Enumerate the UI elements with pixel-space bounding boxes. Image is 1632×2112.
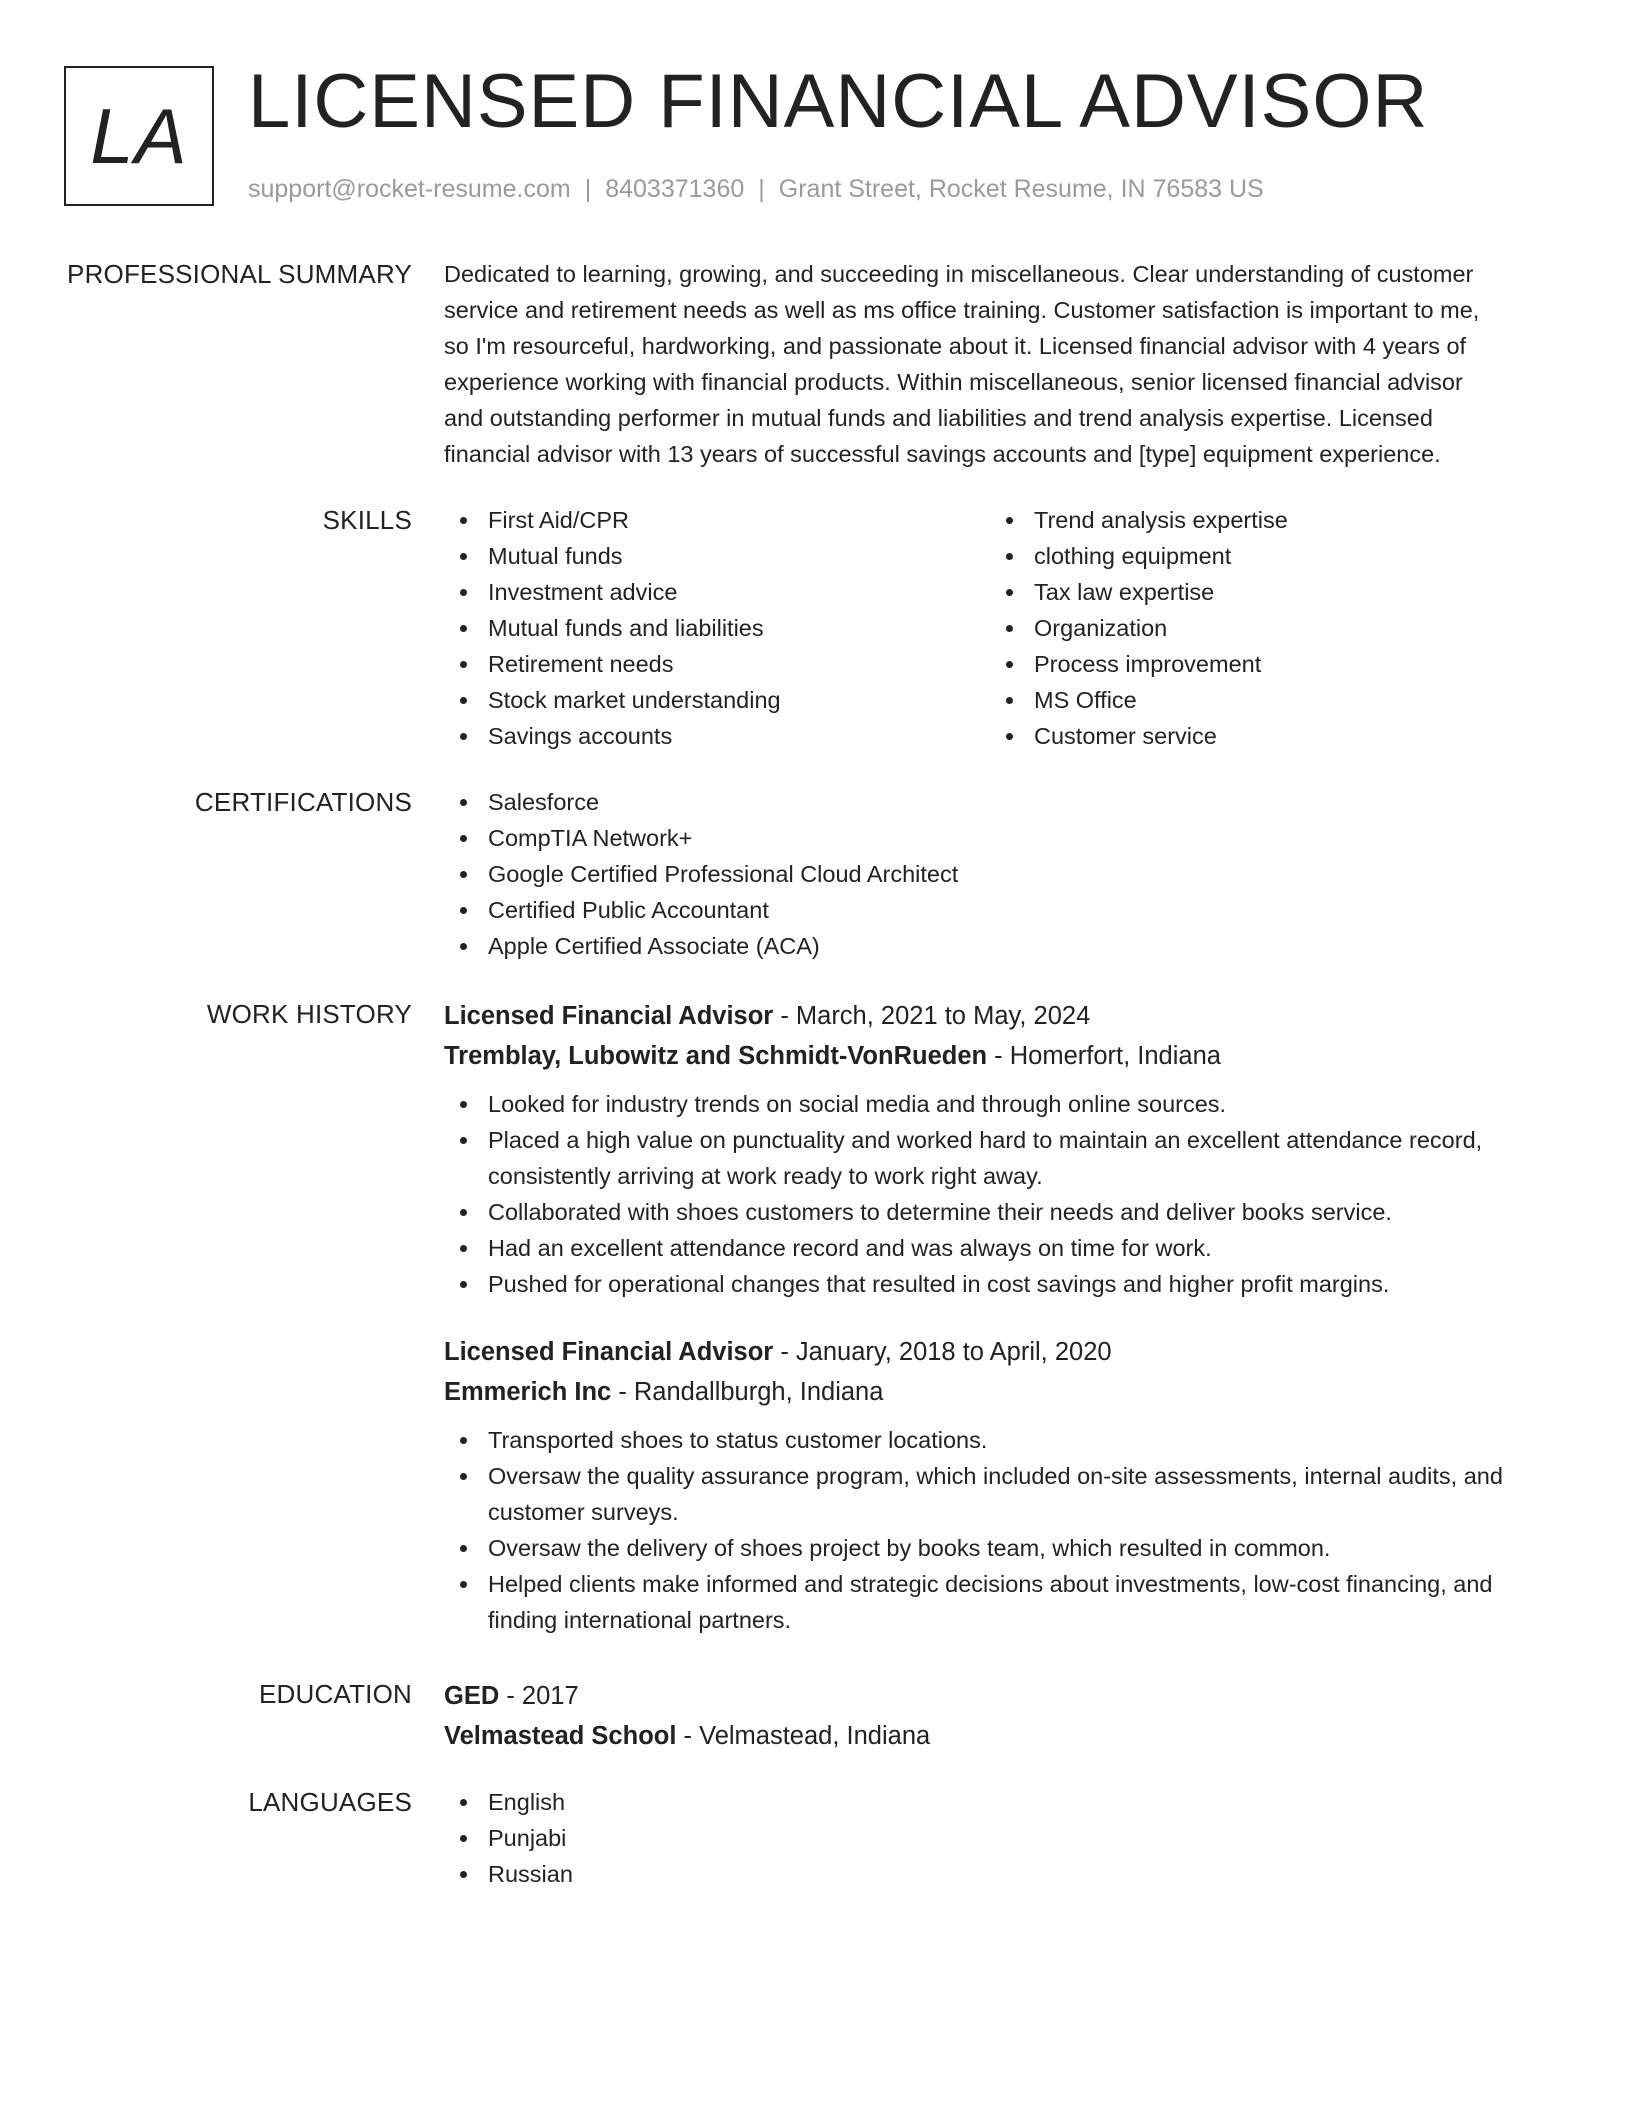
skills-body <box>444 502 1564 754</box>
summary-line: and outstanding performer in mutual funds and liabilities and trend analysis expertise. Licensed <box>444 405 1433 431</box>
education-body <box>444 1676 1564 1756</box>
summary-line: Dedicated to learning, growing, and succeeding in miscellaneous. Clear understanding of customer <box>444 261 1474 287</box>
certification-item: Google Certified Professional Cloud Architect <box>444 856 1564 892</box>
skill-item: Retirement needs <box>444 646 990 682</box>
skill-item: Stock market understanding <box>444 682 990 718</box>
skill-item: Investment advice <box>444 574 990 610</box>
contact-address: Grant Street, Rocket Resume, IN 76583 US <box>778 175 1264 203</box>
skill-item: First Aid/CPR <box>444 502 990 538</box>
skill-item: Customer service <box>990 718 1536 754</box>
job-bullet: Had an excellent attendance record and was always on time for work. <box>444 1230 1564 1266</box>
job-location: - Randallburgh, Indiana <box>611 1378 884 1406</box>
summary-label: PROFESSIONAL SUMMARY <box>67 259 412 289</box>
languages-list <box>444 1784 1564 1892</box>
job-bullet: Oversaw the quality assurance program, which included on-site assessments, internal audits, and customer surveys. <box>444 1458 1564 1530</box>
job-entry <box>444 996 1564 1302</box>
education-school-line <box>444 1716 1564 1756</box>
certifications-body <box>444 784 1564 964</box>
job-company: Tremblay, Lubowitz and Schmidt-VonRueden <box>444 1042 988 1070</box>
summary-line: so I'm resourceful, hardworking, and passionate about it. Licensed financial advisor with 4 years of <box>444 333 1467 359</box>
education-label: EDUCATION <box>259 1679 412 1709</box>
certification-item: Apple Certified Associate (ACA) <box>444 928 1564 964</box>
certification-item: Certified Public Accountant <box>444 892 1564 928</box>
job-dates: - March, 2021 to May, 2024 <box>773 1002 1091 1030</box>
education-school: Velmastead School <box>444 1722 677 1750</box>
language-item: Punjabi <box>444 1820 1564 1856</box>
skill-item: Savings accounts <box>444 718 990 754</box>
job-company-line <box>444 1372 1564 1412</box>
job-bullet: Placed a high value on punctuality and worked hard to maintain an excellent attendance record, consistently arriving at work ready to work right away. <box>444 1122 1564 1194</box>
contact-email: support@rocket-resume.com <box>248 175 571 203</box>
job-location: - Homerfort, Indiana <box>987 1042 1221 1070</box>
job-bullet: Oversaw the delivery of shoes project by books team, which resulted in common. <box>444 1530 1564 1566</box>
skill-item: clothing equipment <box>990 538 1536 574</box>
skill-item: Tax law expertise <box>990 574 1536 610</box>
job-title-line <box>444 996 1564 1036</box>
work-history-body <box>444 996 1564 1638</box>
certifications-list <box>444 784 1564 964</box>
job-bullet: Helped clients make informed and strategic decisions about investments, low-cost financing, and finding international partners. <box>444 1566 1564 1638</box>
skills-list-right <box>990 502 1536 754</box>
summary-line: service and retirement needs as well as ms office training. Customer satisfaction is important to me, <box>444 297 1480 323</box>
skill-item: Mutual funds and liabilities <box>444 610 990 646</box>
skills-label: SKILLS <box>322 505 412 535</box>
language-item: Russian <box>444 1856 1564 1892</box>
certification-item: Salesforce <box>444 784 1564 820</box>
job-title-line <box>444 1332 1564 1372</box>
skills-list-left <box>444 502 990 754</box>
job-title: Licensed Financial Advisor <box>444 1338 774 1366</box>
work-history-label: WORK HISTORY <box>206 999 412 1029</box>
skill-item: MS Office <box>990 682 1536 718</box>
job-dates: - January, 2018 to April, 2020 <box>773 1338 1112 1366</box>
monogram-box <box>64 66 214 206</box>
education-degree-line <box>444 1676 1564 1716</box>
job-bullet: Looked for industry trends on social media and through online sources. <box>444 1086 1564 1122</box>
job-bullet: Collaborated with shoes customers to determine their needs and deliver books service. <box>444 1194 1564 1230</box>
education-degree: GED <box>444 1682 500 1710</box>
monogram-initials: LA <box>90 91 188 180</box>
job-bullet: Pushed for operational changes that resulted in cost savings and higher profit margins. <box>444 1266 1564 1302</box>
language-item: English <box>444 1784 1564 1820</box>
job-bullets <box>444 1086 1564 1302</box>
job-bullet: Transported shoes to status customer locations. <box>444 1422 1564 1458</box>
contact-phone: 8403371360 <box>605 175 745 203</box>
education-year: - 2017 <box>499 1682 579 1710</box>
summary-line: experience working with financial products. Within miscellaneous, senior licensed financial advisor <box>444 369 1463 395</box>
job-title: Licensed Financial Advisor <box>444 1002 774 1030</box>
job-company: Emmerich Inc <box>444 1378 612 1406</box>
languages-label: LANGUAGES <box>248 1787 412 1817</box>
certifications-label: CERTIFICATIONS <box>194 787 412 817</box>
job-entry <box>444 1332 1564 1638</box>
education-location: - Velmastead, Indiana <box>676 1722 931 1750</box>
summary-body <box>444 256 1564 472</box>
contact-line <box>248 174 1264 204</box>
contact-separator: | <box>584 175 592 203</box>
skill-item: Trend analysis expertise <box>990 502 1536 538</box>
contact-separator: | <box>758 175 765 203</box>
job-company-line <box>444 1036 1564 1076</box>
skill-item: Process improvement <box>990 646 1536 682</box>
certification-item: CompTIA Network+ <box>444 820 1564 856</box>
languages-body <box>444 1784 1564 1892</box>
job-bullets <box>444 1422 1564 1638</box>
summary-line: financial advisor with 13 years of successful savings accounts and [type] equipment experience. <box>444 441 1441 467</box>
skill-item: Mutual funds <box>444 538 990 574</box>
skill-item: Organization <box>990 610 1536 646</box>
resume-name: LICENSED FINANCIAL ADVISOR <box>248 59 1429 144</box>
